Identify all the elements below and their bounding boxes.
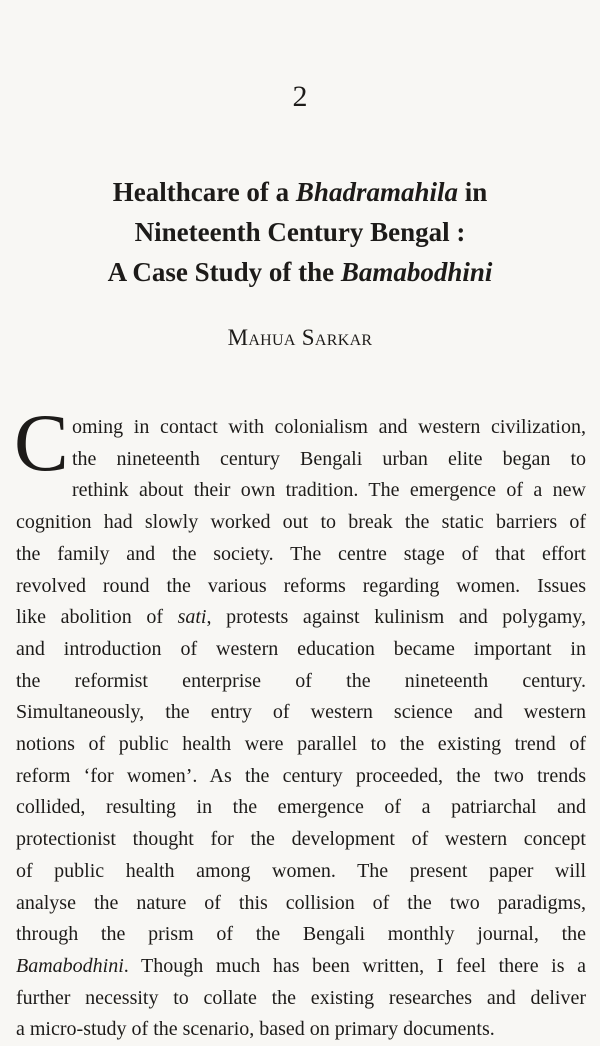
body-line: of public health among women. The present paper will bbox=[16, 859, 586, 882]
chapter-title bbox=[0, 172, 600, 292]
body-line: like abolition of sati, protests against kulinism and polygamy, bbox=[16, 606, 586, 629]
body-line: the reformist enterprise of the nineteenth century. bbox=[16, 669, 586, 692]
title-italic-bhadramahila: Bhadramahila bbox=[295, 177, 458, 207]
chapter-number: 2 bbox=[292, 80, 308, 113]
body-line: the nineteenth century Bengali urban elite began to bbox=[72, 447, 586, 470]
body-line: revolved round the various reforms regarding women. Issues bbox=[16, 574, 586, 597]
body-line: rethink about their own tradition. The emergence of a new bbox=[72, 479, 586, 502]
body-line: protectionist thought for the development of western concept bbox=[16, 828, 586, 851]
body-line: notions of public health were parallel to the existing trend of bbox=[16, 733, 586, 756]
drop-cap-box bbox=[14, 397, 70, 488]
italic-bamabodhini: Bamabodhini bbox=[16, 954, 124, 977]
body-line: further necessity to collate the existing researches and deliver bbox=[16, 986, 586, 1009]
body-line: reform ‘for women’. As the century proceeded, the two trends bbox=[16, 764, 586, 787]
title-line-3: A Case Study of the Bamabodhini bbox=[107, 257, 493, 287]
body-line: and introduction of western education became important in bbox=[16, 637, 586, 660]
body-line: cognition had slowly worked out to break the static barriers of bbox=[16, 511, 586, 534]
title-line-1: Healthcare of a Bhadramahila in bbox=[112, 177, 488, 207]
drop-cap: C bbox=[14, 397, 69, 488]
body-line: through the prism of the Bengali monthly journal, the bbox=[16, 923, 586, 946]
body-line: oming in contact with colonialism and western civilization, bbox=[72, 416, 586, 438]
title-italic-bamabodhini: Bamabodhini bbox=[340, 257, 493, 287]
body-line: Bamabodhini. Though much has been written, I feel there is a bbox=[16, 954, 586, 977]
body-line: Simultaneously, the entry of western science and western bbox=[16, 701, 586, 724]
author-name: Mahua Sarkar bbox=[227, 325, 373, 350]
body-paragraph bbox=[14, 397, 586, 1046]
body-line: the family and the society. The centre stage of that effort bbox=[16, 542, 586, 565]
title-line-2: Nineteenth Century Bengal : bbox=[134, 217, 466, 247]
body-line: collided, resulting in the emergence of a patriarchal and bbox=[16, 796, 586, 819]
italic-sati: sati bbox=[177, 606, 207, 629]
body-line: analyse the nature of this collision of the two paradigms, bbox=[16, 891, 586, 914]
body-line: a micro-study of the scenario, based on primary documents. bbox=[16, 1018, 495, 1041]
